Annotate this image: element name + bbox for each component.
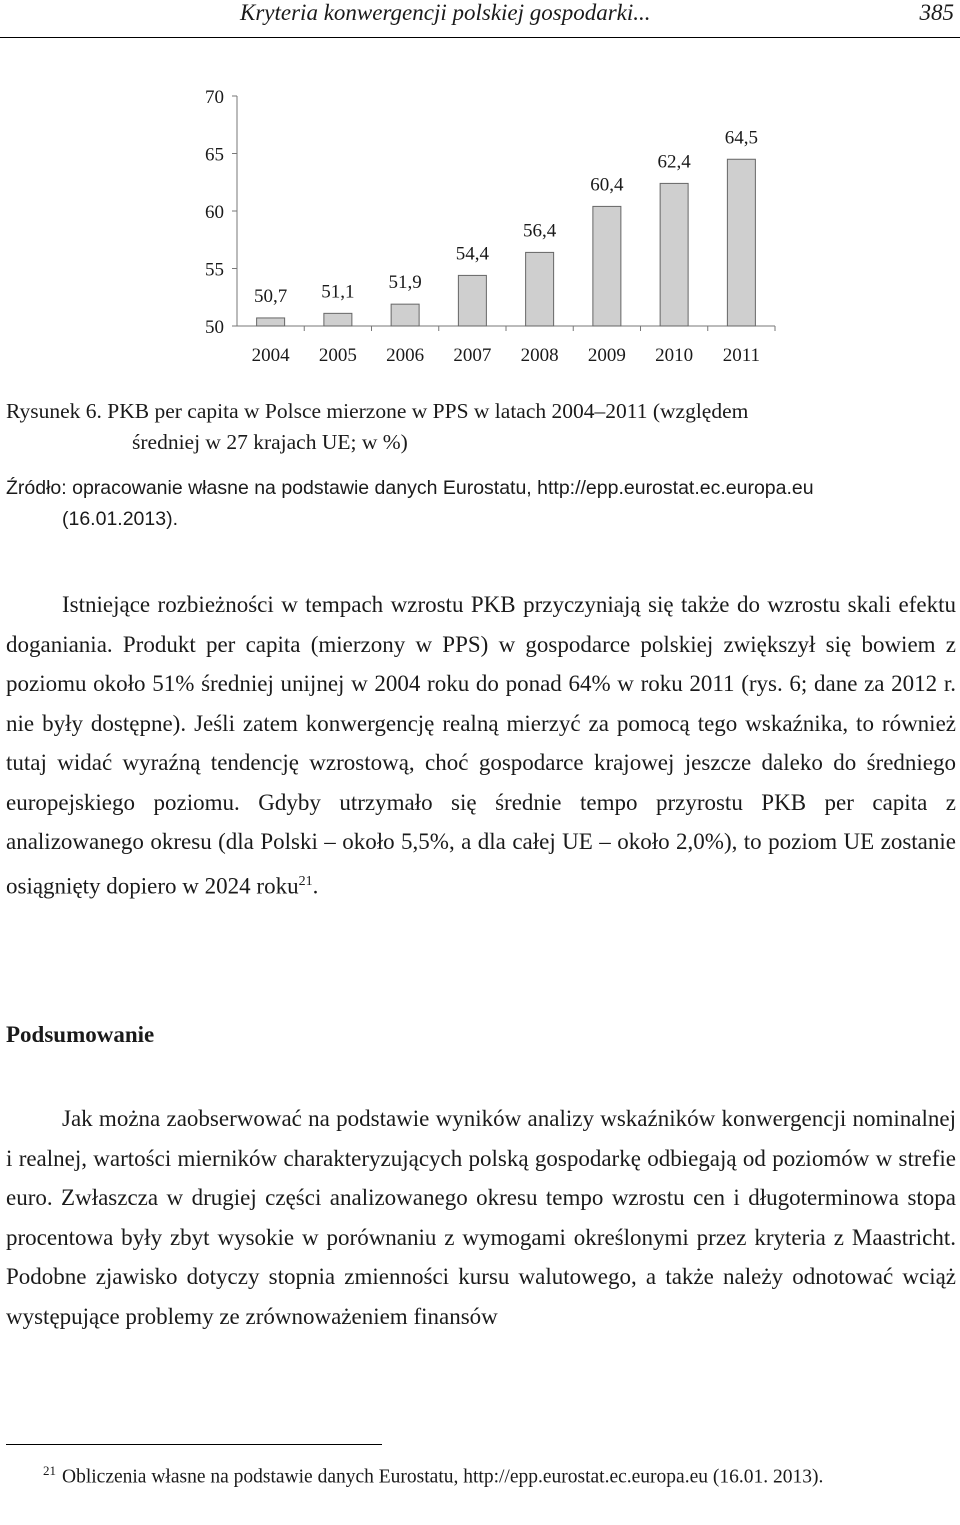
bar-2011 [727, 159, 755, 326]
header-rule [0, 37, 960, 38]
data-label-2011: 64,5 [724, 127, 758, 149]
bar-2009 [593, 206, 621, 326]
section-heading: Podsumowanie [6, 1022, 155, 1047]
x-tick-label-2004: 2004 [251, 345, 290, 366]
page-number: 385 [919, 0, 954, 25]
figure-source [6, 473, 956, 535]
bar-2008 [526, 252, 554, 326]
x-tick-label-2009: 2009 [587, 345, 626, 366]
x-tick-label-2007: 2007 [453, 345, 492, 366]
y-tick-label: 60 [205, 202, 224, 223]
x-tick-label-2005: 2005 [318, 345, 357, 366]
footnote [6, 1456, 956, 1492]
bar-2006 [391, 304, 419, 326]
y-tick-label: 55 [205, 259, 224, 281]
x-tick-label-2008: 2008 [520, 345, 559, 366]
data-label-2005: 51,1 [321, 281, 355, 303]
data-label-2009: 60,4 [590, 174, 624, 196]
bar-2004 [257, 318, 285, 326]
source-line-2: (16.01.2013). [62, 508, 179, 530]
figure-caption [6, 396, 956, 458]
caption-line-1: Rysunek 6. PKB per capita w Polsce mierzone w PPS w latach 2004–2011 (względem [6, 399, 749, 423]
data-label-2007: 54,4 [455, 243, 489, 265]
caption-line-2: średniej w 27 krajach UE; w %) [132, 430, 408, 454]
x-tick-label-2011: 2011 [722, 345, 761, 366]
y-tick-label: 50 [205, 317, 224, 338]
data-label-2004: 50,7 [254, 285, 288, 307]
source-line-1: Źródło: opracowanie własne na podstawie danych Eurostatu, http://epp.eurostat.ec.europa.eu [6, 477, 814, 499]
x-tick-label-2006: 2006 [386, 345, 425, 366]
paragraph-1-end: . [312, 873, 319, 899]
bar-2005 [324, 313, 352, 326]
bar-2007 [458, 275, 486, 326]
footnote-text: Obliczenia własne na podstawie danych Eurostatu, http://epp.eurostat.ec.europa.eu (16.01. 2013). [62, 1466, 824, 1488]
x-tick-label-2010: 2010 [655, 345, 694, 366]
running-title: Kryteria konwergencji polskiej gospodarki... [240, 0, 651, 25]
body-paragraph-1 [6, 585, 956, 906]
footnote-reference[interactable]: 21 [298, 873, 313, 889]
paragraph-1-text: Istniejące rozbieżności w tempach wzrostu PKB przyczyniają się także do wzrostu skali efektu doganiania. Produkt per capita (mierzony w PPS) w gospodarce polskiej zwiększył się bowiem z poziomu około 51% średniej unijnej w 2004 roku do ponad 64% w roku 2011 (rys. 6; dane za 2012 r. nie były dostępne). Jeśli zatem konwergencję realną mierzyć za pomocą tego wskaźnika, to również tutaj widać wyraźną tendencję wzrostową, choć gospodarce krajowej jeszcze daleko do średniego europejskiego poziomu. Gdyby utrzymało się średnie tempo przyrostu PKB per capita z analizowanego okresu (dla Polski – około 5,5%, a dla całej UE – około 2,0%), to poziom UE zostanie osiągnięty dopiero w 2024 roku [6, 592, 956, 899]
data-label-2008: 56,4 [523, 220, 557, 242]
paragraph-2-text: Jak można zaobserwować na podstawie wyników analizy wskaźników konwergencji nominalnej i realnej, wartości mierników charakteryzujących polską gospodarkę odbiegają od poziomów w strefie euro. Zwłaszcza w drugiej części analizowanego okresu tempo wzrostu cen i długoterminowa stopa procentowa były zbyt wysokie w porównaniu z wymogami określonymi przez kryteria z Maastricht. Podobne zjawisko dotyczy stopnia zmienności kursu walutowego, a także należy odnotować wciąż występujące problemy ze zrównoważeniem finansów [6, 1106, 956, 1329]
data-label-2006: 51,9 [388, 272, 422, 294]
footnote-rule [6, 1444, 382, 1445]
y-tick-label: 70 [205, 87, 224, 108]
body-paragraph-2 [6, 1099, 956, 1336]
running-header [0, 0, 960, 40]
bar-chart [0, 70, 960, 380]
footnote-number: 21 [43, 1463, 56, 1478]
data-label-2010: 62,4 [657, 151, 691, 173]
bar-2010 [660, 183, 688, 326]
y-tick-label: 65 [205, 144, 224, 166]
